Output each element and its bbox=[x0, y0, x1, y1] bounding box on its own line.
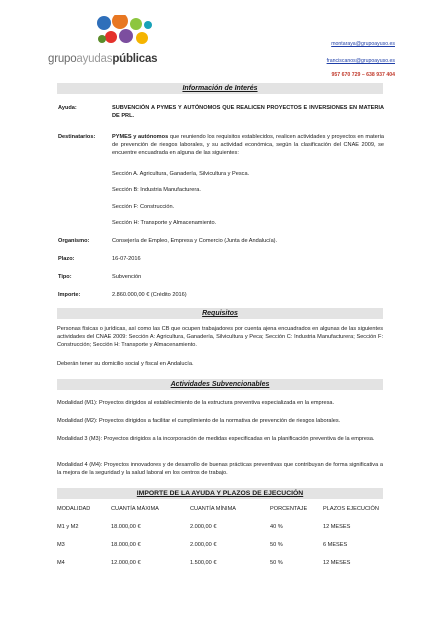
logo-dot bbox=[112, 15, 128, 29]
logo-dot bbox=[97, 16, 111, 30]
ayuda-label: Ayuda: bbox=[58, 105, 77, 111]
table-cell: 12.000,00 € bbox=[111, 560, 141, 566]
logo-dot bbox=[144, 21, 152, 29]
table-cell: 2.000,00 € bbox=[190, 542, 217, 548]
section-requisitos-header: Requisitos bbox=[57, 308, 383, 319]
section-importe-header: IMPORTE DE LA AYUDA Y PLAZOS DE EJECUCIÓN bbox=[57, 488, 383, 499]
table-row bbox=[57, 542, 383, 550]
email-link-1[interactable]: montaraya@grupoayuso.es bbox=[331, 41, 395, 47]
sector-item: Sección F: Construcción. bbox=[112, 204, 175, 210]
table-cell: M3 bbox=[57, 542, 65, 548]
tipo-label: Tipo: bbox=[58, 274, 72, 280]
table-header-cell: CUANTÍA MÍNIMA bbox=[190, 506, 236, 512]
table-header-cell: PORCENTAJE bbox=[270, 506, 308, 512]
requisitos-paragraph: Personas físicas o jurídicas, así como las CB que ocupen trabajadores por cuenta ajena encuadrados en algunas de las siguientes actividades del CNAE 2009: Sección A: Agricultura, Ganadería, Silvicultura y Peca; Sección C: Industria Manufacturera; Sección F: Construcción; Sección H: Transporte y Almacenamiento. bbox=[57, 326, 383, 348]
email-link-2[interactable]: franciscanos@grupoayuso.es bbox=[326, 57, 395, 64]
modalidad-m2: Modalidad (M2): Proyectos dirigidos a facilitar el cumplimiento de la normativa de prevención de riesgos laborales. bbox=[57, 418, 341, 424]
logo-word-3: públicas bbox=[112, 53, 158, 65]
logo-dots-graphic bbox=[96, 15, 154, 51]
requisitos-paragraph: Deberán tener su domicilio social y fiscal en Andalucía. bbox=[57, 361, 194, 367]
company-logo bbox=[48, 15, 198, 70]
section-actividades-header: Actividades Subvencionables bbox=[57, 379, 383, 390]
phone-numbers: 957 670 729 – 638 937 404 bbox=[331, 72, 395, 79]
logo-word-2: ayudas bbox=[76, 53, 113, 65]
destinatarios-value bbox=[112, 133, 384, 157]
table-cell: 18.000,00 € bbox=[111, 542, 141, 548]
table-header-cell: MODALIDAD bbox=[57, 506, 91, 512]
logo-dot bbox=[136, 32, 148, 44]
modalidad-m1: Modalidad (M1): Proyectos dirigidos al establecimiento de la estructura preventiva especializada en la empresa. bbox=[57, 400, 335, 406]
importe-value: 2.860.000,00 € (Crédito 2016) bbox=[112, 292, 187, 298]
logo-dot bbox=[130, 18, 142, 30]
table-cell: 50 % bbox=[270, 560, 283, 566]
contact-block bbox=[327, 40, 395, 80]
modalidad-m3: Modalidad 3 (M3): Proyectos dirigidos a la incorporación de medidas especificadas en la planificación preventiva de la empresa. bbox=[57, 436, 375, 442]
logo-dot bbox=[119, 29, 133, 43]
table-cell: 6 MESES bbox=[323, 542, 348, 548]
importe-label: Importe: bbox=[58, 292, 81, 298]
section-info-header: Información de Interés bbox=[57, 83, 383, 94]
logo-word-1: grupo bbox=[48, 53, 77, 65]
logo-dot bbox=[98, 35, 106, 43]
plazo-value: 16-07-2016 bbox=[112, 256, 141, 262]
organismo-value: Consejería de Empleo, Empresa y Comercio (Junta de Andalucía). bbox=[112, 238, 278, 244]
tipo-value: Subvención bbox=[112, 274, 142, 280]
sector-item: Sección A. Agricultura, Ganadería, Silvicultura y Pesca. bbox=[112, 171, 250, 177]
table-cell: 2.000,00 € bbox=[190, 524, 217, 530]
table-row bbox=[57, 560, 383, 568]
sector-item: Sección H: Transporte y Almacenamiento. bbox=[112, 220, 217, 226]
table-cell: 50 % bbox=[270, 542, 283, 548]
destinatarios-label: Destinatarios: bbox=[58, 134, 96, 140]
table-header-cell: PLAZOS EJECUCIÓN bbox=[323, 506, 379, 512]
table-row bbox=[57, 524, 383, 532]
table-cell: 1.500,00 € bbox=[190, 560, 217, 566]
logo-dot bbox=[105, 31, 117, 43]
table-cell: M4 bbox=[57, 560, 65, 566]
sector-item: Sección B: Industria Manufacturera. bbox=[112, 187, 201, 193]
destinatarios-bold: PYMES y autónomos bbox=[112, 134, 169, 140]
destinatarios-text: que reuniendo los requisitos establecidos, realicen actividades y proyectos en materia de prevención de riesgos laborales, y su actividad económica, según la clasificación del CNAE 2009, se encuentre encuadrada en alguna de las siguientes: bbox=[112, 134, 384, 156]
table-cell: 40 % bbox=[270, 524, 283, 530]
plazo-label: Plazo: bbox=[58, 256, 75, 262]
ayuda-value: SUBVENCIÓN A PYMES Y AUTÓNOMOS QUE REALICEN PROYECTOS E INVERSIONES EN MATERIA DE PRL. bbox=[112, 105, 384, 119]
table-header-cell: CUANTÍA MÁXIMA bbox=[111, 506, 159, 512]
organismo-label: Organismo: bbox=[58, 238, 90, 244]
table-cell: 12 MESES bbox=[323, 524, 351, 530]
table-header-row bbox=[57, 506, 383, 514]
table-cell: M1 y M2 bbox=[57, 524, 79, 530]
table-cell: 12 MESES bbox=[323, 560, 351, 566]
table-cell: 18.000,00 € bbox=[111, 524, 141, 530]
logo-wordmark bbox=[48, 53, 157, 65]
modalidad-m4: Modalidad 4 (M4): Proyectos innovadores y de desarrollo de buenas prácticas preventivas que contribuyan de forma significativa a la mejora de la seguridad y la salud laboral en los centros de trabajo. bbox=[57, 462, 383, 476]
